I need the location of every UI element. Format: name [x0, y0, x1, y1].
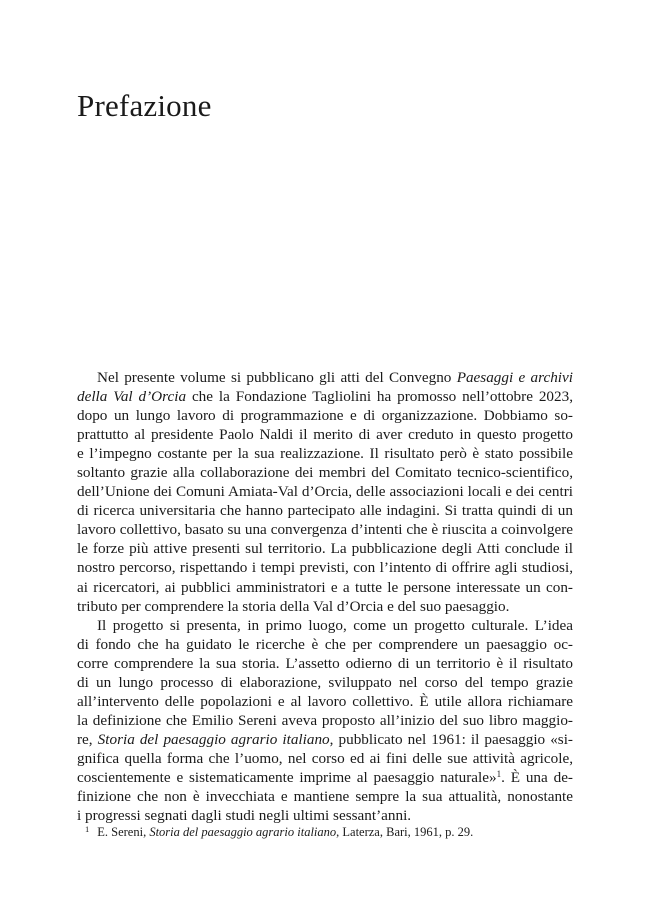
text-span: coscientemente e sistematicamente imprime al paesaggio naturale»	[77, 768, 497, 786]
paragraph-1-line: lavoro collettivo, basato su una convergenza d’intenti che è riuscita a coinvolgere	[77, 521, 573, 539]
paragraph-1-line	[77, 387, 573, 406]
paragraph-1-line: le forze più attive presenti sul territorio. La pubblicazione degli Atti conclude il	[77, 540, 573, 558]
text-span: Nel presente volume si pubblicano gli atti del Convegno	[97, 369, 457, 386]
italic-title: della Val d’Orcia	[77, 388, 187, 406]
footnote-reference[interactable]: 1	[496, 768, 502, 779]
page-title: Prefazione	[77, 88, 212, 123]
paragraph-2-line: la definizione che Emilio Sereni aveva proposto all’inizio del suo libro maggio-	[77, 711, 573, 729]
paragraph-1-line: e l’impegno costante per la sua realizzazione. Il risultato però è stato possibile	[77, 445, 573, 463]
paragraph-2-line: di un lungo processo di elaborazione, sviluppato nel corso del tempo grazie	[77, 673, 573, 691]
paragraph-1-line: tributo per comprendere la storia della Val d’Orcia e del suo paesaggio.	[77, 597, 510, 615]
preface-body	[77, 368, 573, 825]
text-span: , pubblicato nel 1961: il paesaggio «si-	[329, 730, 573, 748]
paragraph-2-line	[77, 768, 573, 787]
paragraph-1-line: dell’Unione dei Comuni Amiata-Val d’Orcia, delle associazioni locali e dei centri	[77, 483, 573, 501]
paragraph-1-line: ai ricercatori, ai pubblici amministratori e a tutte le persone interessate un con-	[77, 578, 573, 596]
text-span: . È una de-	[501, 768, 573, 786]
footnote-number: 1	[85, 824, 90, 834]
paragraph-2-line: i progressi segnati dagli studi negli ultimi sessant’anni.	[77, 807, 412, 825]
footnote-text: E. Sereni,	[97, 825, 150, 839]
paragraph-2-line: corre comprendere la sua storia. L’assetto odierno di un territorio è il risultato	[77, 654, 573, 672]
paragraph-1-line: di ricerca universitaria che hanno partecipato alle indagini. Si tratta quindi di un	[77, 502, 573, 520]
text-span: che la Fondazione Tagliolini ha promosso nell’ottobre 2023,	[186, 388, 573, 406]
paragraph-1-line: prattutto al presidente Paolo Naldi il merito di aver creduto in questo progetto	[77, 426, 573, 444]
footnote	[85, 821, 565, 840]
paragraph-1-line: dopo un lungo lavoro di programmazione e di organizzazione. Dobbiamo so-	[77, 407, 573, 425]
paragraph-2-line: Il progetto si presenta, in primo luogo, come un progetto culturale. L’idea	[97, 616, 573, 634]
italic-title: Storia del paesaggio agrario italiano	[97, 730, 330, 748]
paragraph-2-line	[77, 730, 573, 749]
italic-title: Paesaggi e archivi	[456, 369, 573, 386]
text-span: re,	[77, 730, 98, 748]
footnote-text: , Laterza, Bari, 1961, p. 29.	[336, 825, 474, 839]
paragraph-2-line: all’intervento delle popolazioni e al lavoro collettivo. È utile allora richiamare	[77, 692, 573, 710]
paragraph-1-line: soltanto grazie alla collaborazione dei membri del Comitato tecnico-scientifico,	[77, 464, 573, 482]
paragraph-2-line: gnifica quella forma che l’uomo, nel corso ed ai fini delle sue attività agricole,	[77, 749, 573, 767]
paragraph-2-line: di fondo che ha guidato le ricerche è che per comprendere un paesaggio oc-	[77, 635, 573, 653]
paragraph-1-line: nostro percorso, rispettando i tempi previsti, con l’intento di offrire agli studiosi,	[77, 559, 573, 577]
paragraph-2-line: finizione che non è invecchiata e mantiene sempre la sua attualità, nonostante	[77, 788, 573, 806]
paragraph-1-line	[77, 368, 573, 387]
footnote-italic-title: Storia del paesaggio agrario italiano	[149, 825, 337, 839]
